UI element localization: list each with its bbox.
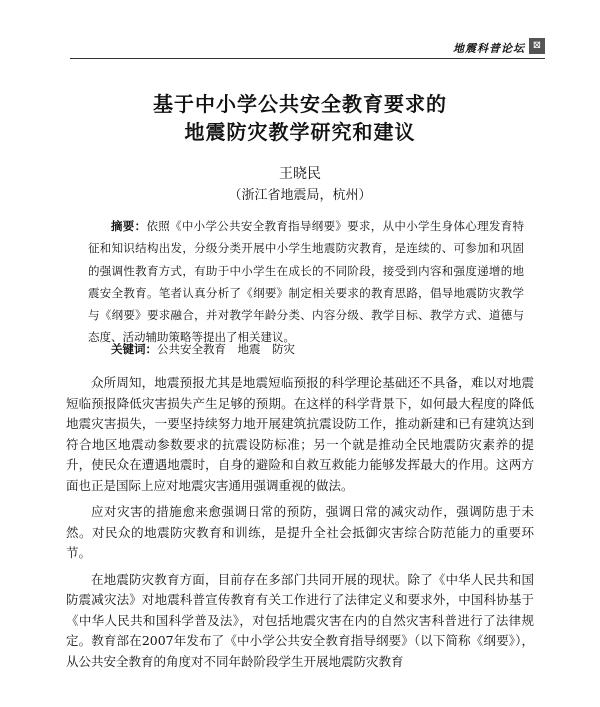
- body-text: [66, 373, 534, 678]
- author-name: 王晓民: [279, 166, 321, 182]
- body-paragraph-3: 在地震防灾教育方面，目前存在多部门共同开展的现状。除了《中华人民共和国防震减灾法》对地震科普宣传教育有关工作进行了法律定义和要求外，中国科协基于《中华人民共和国科学普及法》，对包括地震灾害在内的自然灾害科普进行了法律规定。教育部在2007年发布了《中小学公共安全教育指导纲要》（以下简称《纲要》），从公共安全教育的角度对不同年龄阶段学生开展地震防灾教育: [66, 571, 534, 669]
- keywords-text: 公共安全教育 地震 防灾: [157, 342, 295, 356]
- abstract: [88, 215, 524, 349]
- paper-title-line-2: 地震防灾教学研究和建议: [184, 120, 416, 144]
- body-paragraph-2: 应对灾害的措施愈来愈强调日常的预防，强调日常的减灾动作，强调防患于未然。对民众的地震防灾教育和训练，是提升全社会抵御灾害综合防范能力的重要环节。: [66, 504, 534, 560]
- paper-title-line-1: 基于中小学公共安全教育要求的: [153, 92, 447, 116]
- keywords-label: 关键词：: [111, 342, 157, 356]
- author-affiliation: （浙江省地震局，杭州）: [228, 188, 372, 203]
- body-paragraph-1: 众所周知，地震预报尤其是地震短临预报的科学理论基础还不具备，难以对地震短临预报降低灾害损失产生足够的预期。在这样的科学背景下，如何最大程度的降低地震灾害损失，一要坚持续努力地开展建筑抗震设防工作，推动新建和已有建筑达到符合地区地震动参数要求的抗震设防标准；另一个就是推动全民地震防灾素养的提升，使民众在遭遇地震时，自身的避险和自救互救能力能够发挥最大的作用。这两方面也正是国际上应对地震灾害通用强调重视的做法。: [66, 375, 534, 493]
- header-divider: [70, 58, 545, 59]
- running-header: 地震科普论坛: [453, 42, 525, 55]
- abstract-label: 摘要：: [111, 219, 147, 233]
- journal-mark-icon: ⊠: [529, 38, 545, 54]
- abstract-text: 依照《中小学公共安全教育指导纲要》要求，从中小学生身体心理发育特征和知识结构出发，分级分类开展中小学生地震防灾教育，是连续的、可参加和巩固的强调性教育方式，有助于中小学生在成长的不同阶段，接受到内容和强度递增的地震安全教育。笔者认真分析了《纲要》制定相关要求的教育思路，倡导地震防灾教学与《纲要》要求融合，并对教学年龄分类、内容分级、教学目标、教学方式、道德与态度、活动辅助策略等提出了相关建议。: [88, 219, 525, 345]
- keywords: [88, 341, 524, 357]
